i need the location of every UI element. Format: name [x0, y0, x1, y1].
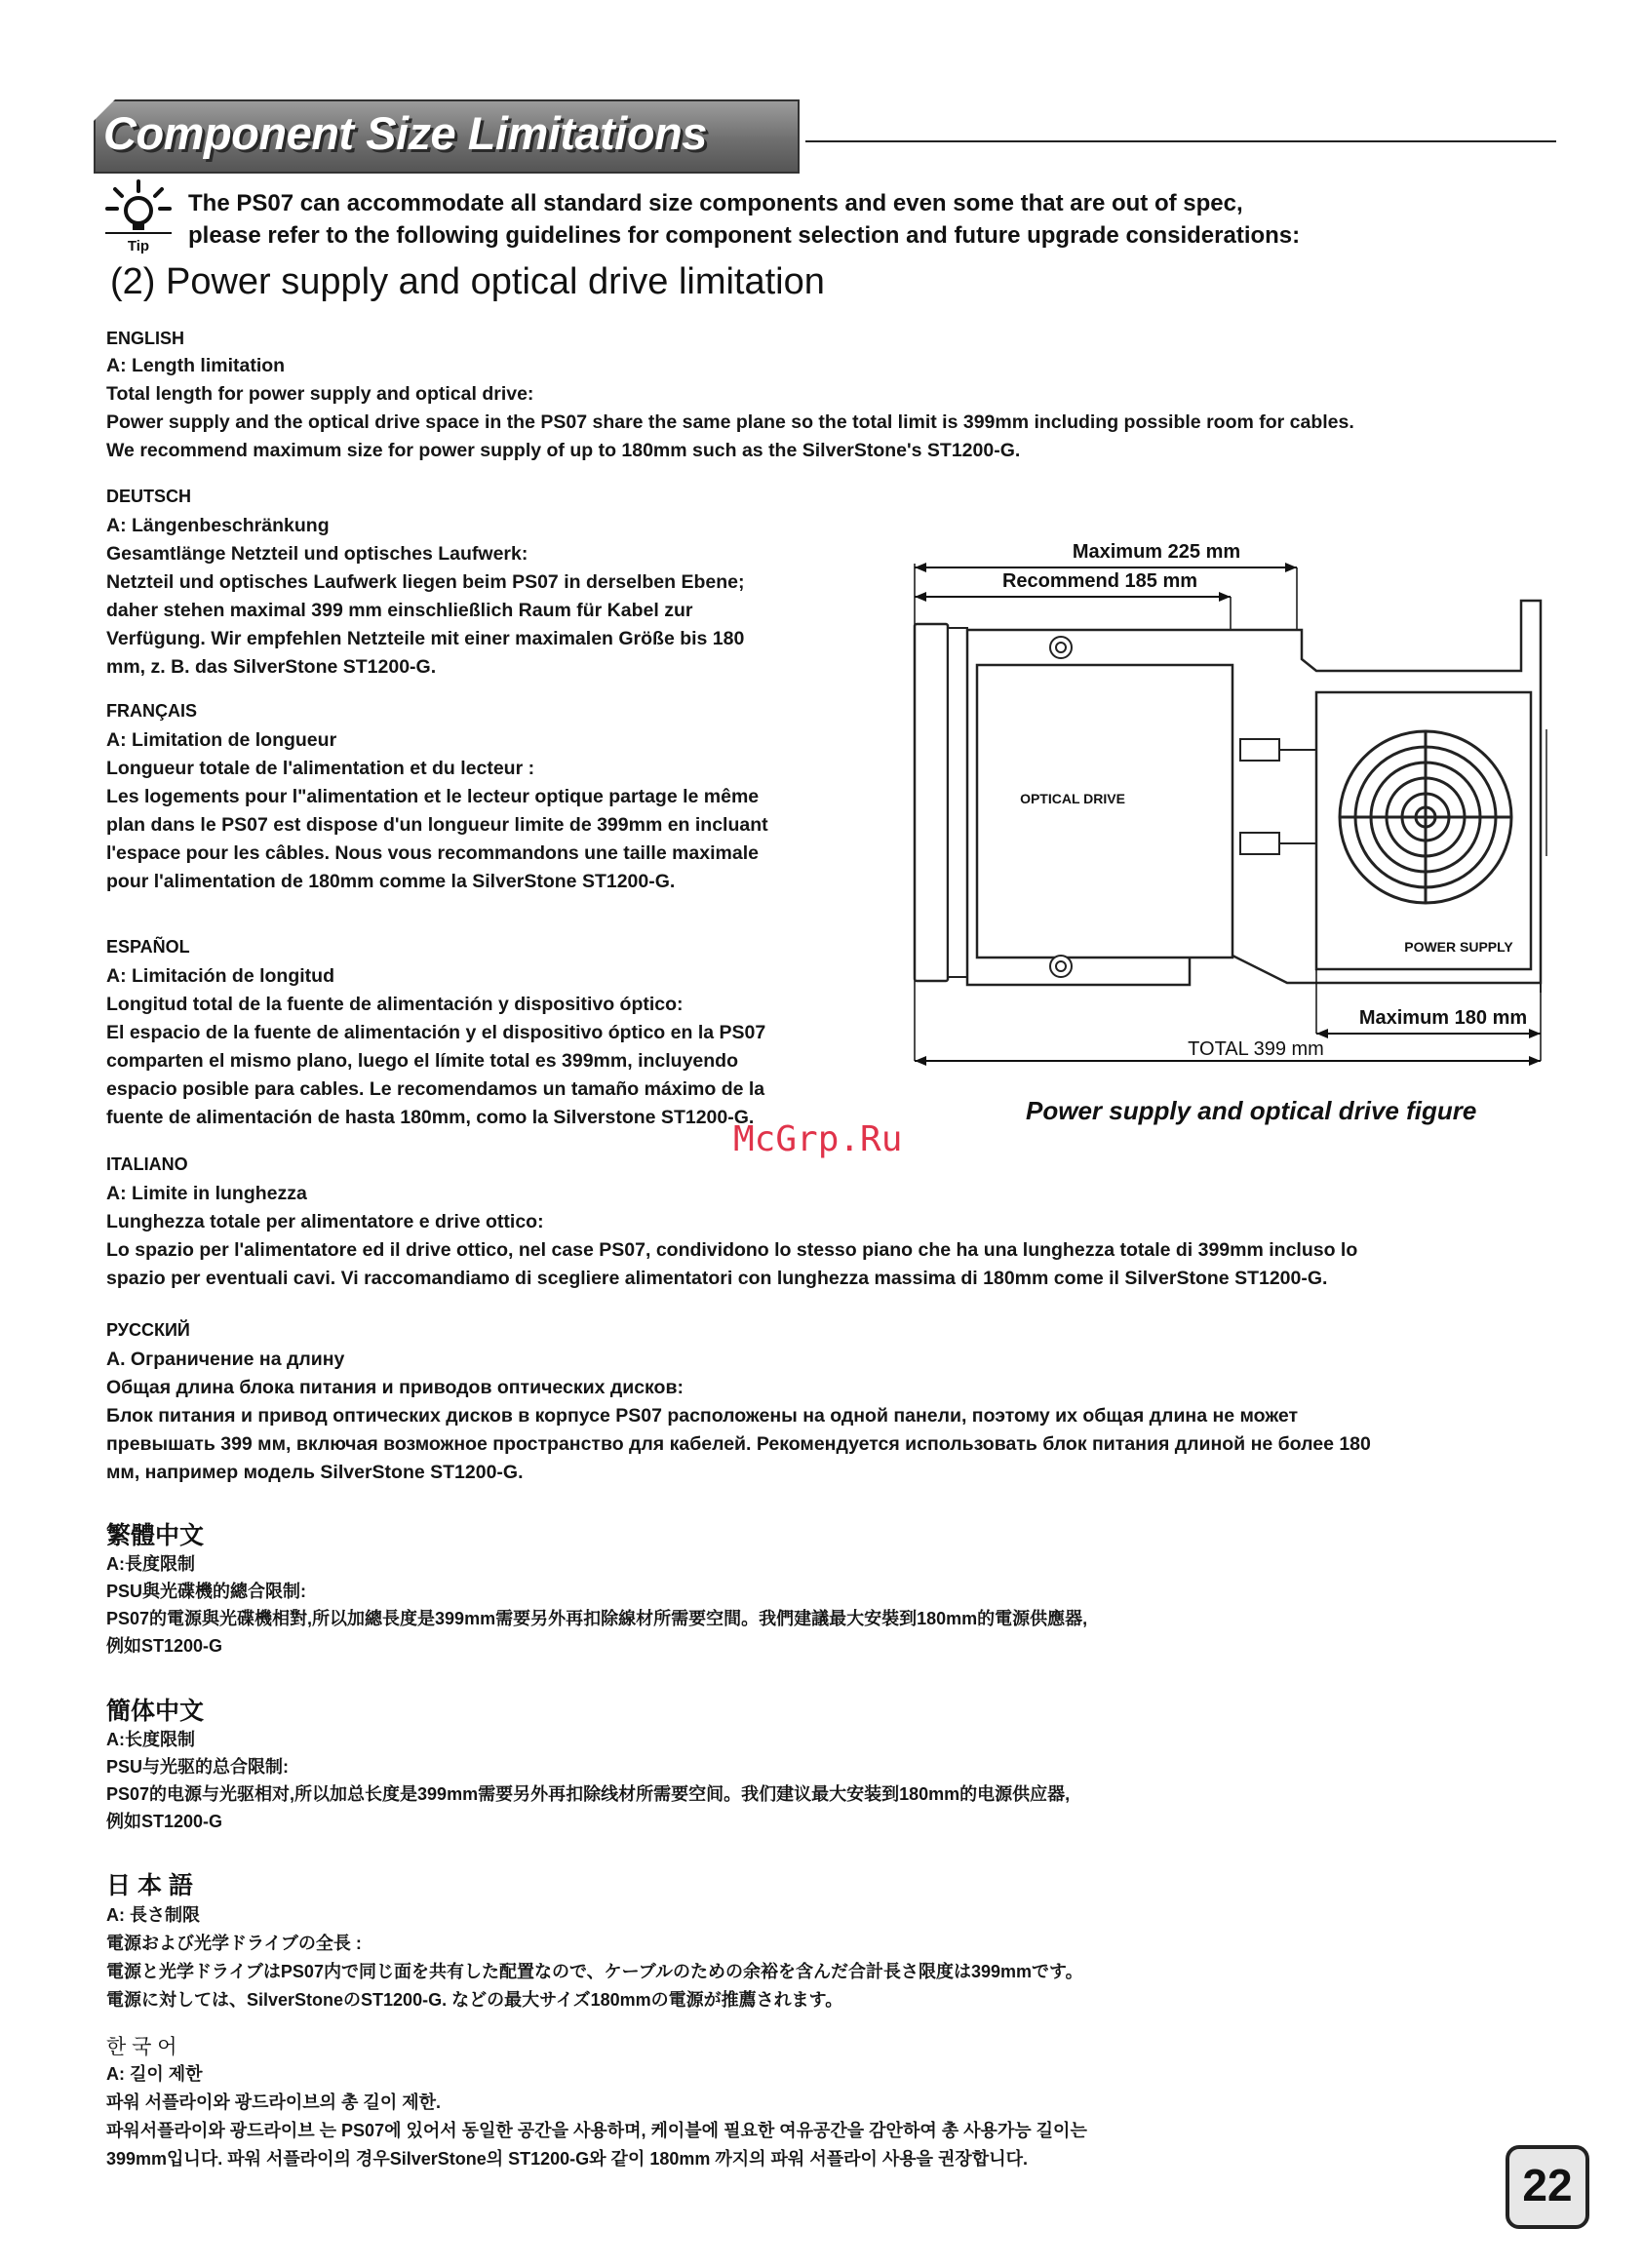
simp-chinese-line: PS07的电源与光驱相对,所以加总长度是399mm需要另外再扣除线材所需要空间。我们建议最大安装到180mm的电源供应器,: [106, 1784, 1071, 1804]
francais-line: pour l'alimentation de 180mm comme la SilverStone ST1200-G.: [106, 871, 676, 892]
italiano-line: Lo spazio per l'alimentatore ed il drive ottico, nel case PS07, condividono lo stesso piano che ha una lunghezza totale di 399mm incluso lo: [106, 1239, 1358, 1261]
espanol-line: espacio posible para cables. Le recomendamos un tamaño máximo de la: [106, 1078, 765, 1100]
korean-line: 파워 서플라이와 광드라이브의 총 길이 제한.: [106, 2092, 441, 2112]
japanese-line: 電源に対しては、SilverStoneのST1200-G. などの最大サイズ180mmの電源が推薦されます。: [106, 1990, 843, 2010]
dim-label-max-225: Maximum 225 mm: [1072, 541, 1241, 563]
page-title: Component Size Limitations: [103, 107, 707, 159]
deutsch-line: Gesamtlänge Netzteil und optisches Laufwerk:: [106, 543, 528, 565]
trad-chinese-line: 例如ST1200-G: [106, 1636, 223, 1656]
power-supply-box: [1316, 692, 1531, 969]
francais-line: A: Limitation de longueur: [106, 729, 337, 751]
header-rule: [805, 140, 1556, 142]
section-banner: [94, 99, 796, 170]
screw-icon: [1050, 956, 1072, 977]
russian-heading: РУССКИЙ: [106, 1320, 190, 1340]
tip-text-line: please refer to the following guidelines for component selection and future upgrade considerations:: [188, 222, 1301, 249]
japanese-line: 電源および光学ドライブの全長 :: [106, 1934, 362, 1953]
korean-line: A: 길이 제한: [106, 2064, 203, 2084]
optical-drive-box: [977, 665, 1232, 958]
deutsch-line: A: Längenbeschränkung: [106, 515, 330, 536]
trad-chinese-line: PSU與光碟機的總合限制:: [106, 1582, 307, 1601]
deutsch-line: Verfügung. Wir empfehlen Netzteile mit einer maximalen Größe bis 180: [106, 628, 745, 649]
fan-grille-icon: [1340, 731, 1511, 903]
simp-chinese-heading: 簡体中文: [106, 1698, 205, 1725]
english-line: A: Length limitation: [106, 355, 286, 376]
russian-line: превышать 399 мм, включая возможное пространство для кабелей. Рекомендуется использовать блок питания длиной не более 180: [106, 1433, 1371, 1455]
deutsch-line: Netzteil und optisches Laufwerk liegen beim PS07 in derselben Ebene;: [106, 571, 745, 593]
optical-drive-label: OPTICAL DRIVE: [1020, 791, 1125, 806]
tip-lightbulb-icon: [103, 179, 174, 254]
english-heading: ENGLISH: [106, 329, 185, 348]
simp-chinese-line: 例如ST1200-G: [106, 1812, 223, 1831]
tip-text-line: The PS07 can accommodate all standard size components and even some that are out of spec,: [188, 190, 1243, 216]
francais-line: Les logements pour l"alimentation et le lecteur optique partage le même: [106, 786, 760, 807]
watermark: McGrp.Ru: [733, 1119, 903, 1159]
simp-chinese-line: PSU与光驱的总合限制:: [106, 1757, 290, 1777]
italiano-heading: ITALIANO: [106, 1154, 188, 1174]
francais-line: Longueur totale de l'alimentation et du lecteur :: [106, 758, 535, 779]
russian-line: Блок питания и привод оптических дисков в корпусе PS07 расположены на одной панели, поэтому их общая длина не может: [106, 1405, 1299, 1427]
figure-caption: Power supply and optical drive figure: [1026, 1096, 1477, 1125]
english-line: Power supply and the optical drive space in the PS07 share the same plane so the total limit is 399mm including possible room for cables.: [106, 411, 1354, 433]
japanese-heading: 日 本 語: [106, 1872, 193, 1899]
espanol-heading: ESPAÑOL: [106, 937, 190, 957]
espanol-line: Longitud total de la fuente de alimentación y dispositivo óptico:: [106, 994, 684, 1015]
english-line: We recommend maximum size for power supply of up to 180mm such as the SilverStone's ST1200-G.: [106, 440, 1021, 461]
korean-line: 399mm입니다. 파워 서플라이의 경우SilverStone의 ST1200-G와 같이 180mm 까지의 파워 서플라이 사용을 권장합니다.: [106, 2149, 1028, 2169]
korean-heading: 한 국 어: [106, 2036, 177, 2058]
deutsch-line: mm, z. B. das SilverStone ST1200-G.: [106, 656, 437, 678]
psu-optical-drive-figure: [897, 534, 1599, 1082]
page-number-box: [1506, 2145, 1589, 2229]
section-heading: (2) Power supply and optical drive limitation: [110, 261, 825, 302]
espanol-line: El espacio de la fuente de alimentación y el dispositivo óptico en la PS07: [106, 1022, 766, 1043]
trad-chinese-line: A:長度限制: [106, 1554, 195, 1574]
espanol-line: fuente de alimentación de hasta 180mm, como la Silverstone ST1200-G.: [106, 1107, 755, 1128]
simp-chinese-line: A:长度限制: [106, 1730, 195, 1749]
espanol-line: A: Limitación de longitud: [106, 965, 334, 987]
deutsch-heading: DEUTSCH: [106, 487, 192, 506]
screw-icon: [1050, 637, 1072, 658]
korean-line: 파워서플라이와 광드라이브 는 PS07에 있어서 동일한 공간을 사용하며, 케이블에 필요한 여유공간을 감안하여 총 사용가능 길이는: [106, 2121, 1087, 2140]
italiano-line: A: Limite in lunghezza: [106, 1183, 307, 1204]
trad-chinese-heading: 繁體中文: [106, 1522, 205, 1549]
italiano-line: Lunghezza totale per alimentatore e drive ottico:: [106, 1211, 544, 1232]
russian-line: мм, например модель SilverStone ST1200-G.: [106, 1462, 524, 1483]
dim-label-max-180: Maximum 180 mm: [1358, 1007, 1528, 1029]
francais-line: l'espace pour les câbles. Nous vous recommandons une taille maximale: [106, 842, 759, 864]
russian-line: Общая длина блока питания и приводов оптических дисков:: [106, 1377, 684, 1398]
japanese-line: 電源と光学ドライブはPS07内で同じ面を共有した配置なので、ケーブルのための余裕を含んだ合計長さ限度は399mmです。: [106, 1962, 1083, 1981]
francais-heading: FRANÇAIS: [106, 701, 197, 721]
english-line: Total length for power supply and optical drive:: [106, 383, 534, 405]
dim-label-recommend-185: Recommend 185 mm: [1001, 570, 1198, 592]
japanese-line: A: 長さ制限: [106, 1905, 200, 1925]
italiano-line: spazio per eventuali cavi. Vi raccomandiamo di scegliere alimentatori con lunghezza massima di 180mm come il SilverStone ST1200-G.: [106, 1268, 1328, 1289]
dim-label-total: TOTAL 399 mm: [1188, 1038, 1324, 1060]
page-number: 22: [1522, 2160, 1573, 2210]
francais-line: plan dans le PS07 est dispose d'un longueur limite de 399mm en incluant: [106, 814, 768, 836]
trad-chinese-line: PS07的電源與光碟機相對,所以加總長度是399mm需要另外再扣除線材所需要空間。我們建議最大安裝到180mm的電源供應器,: [106, 1609, 1088, 1628]
power-supply-label: POWER SUPPLY: [1404, 939, 1513, 955]
russian-line: A. Ограничение на длину: [106, 1349, 345, 1370]
tip-label: Tip: [127, 238, 150, 254]
espanol-line: comparten el mismo plano, luego el límite total es 399mm, incluyendo: [106, 1050, 738, 1072]
front-bezel: [915, 624, 948, 981]
deutsch-line: daher stehen maximal 399 mm einschließlich Raum für Kabel zur: [106, 600, 693, 621]
